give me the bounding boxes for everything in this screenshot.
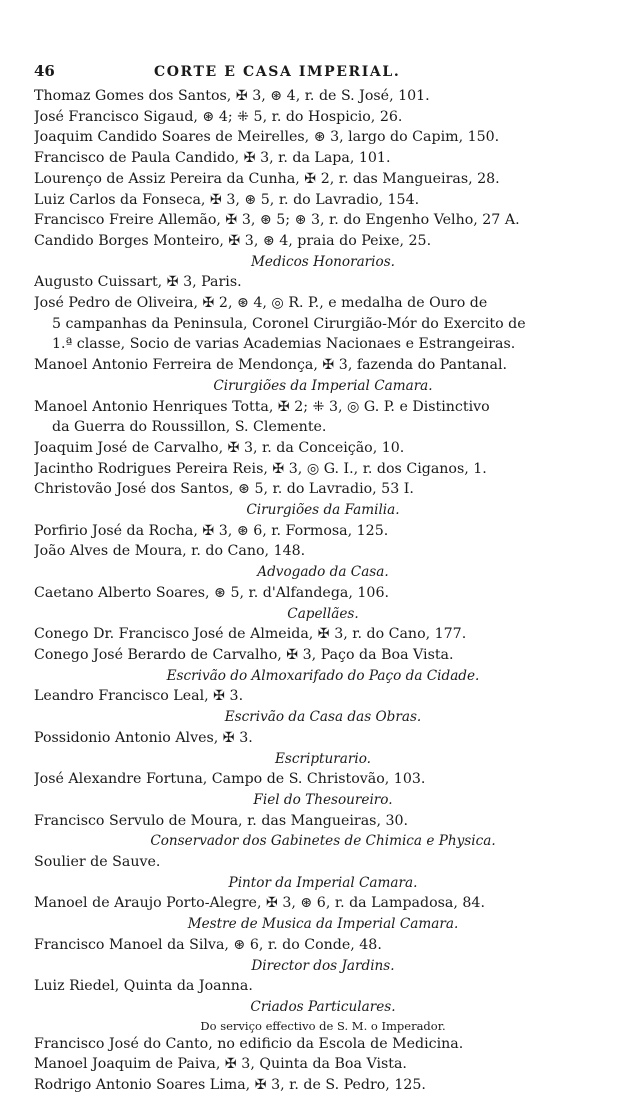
directory-entry: Porfirio José da Rocha, ✠ 3, ⊛ 6, r. Formosa, 125. xyxy=(34,522,389,539)
directory-listing xyxy=(34,86,612,1096)
directory-entry: Possidonio Antonio Alves, ✠ 3. xyxy=(34,729,253,746)
directory-entry: Luiz Riedel, Quinta da Joanna. xyxy=(34,978,253,995)
section-heading: Criados Particulares. xyxy=(250,998,396,1015)
directory-entry: Augusto Cuissart, ✠ 3, Paris. xyxy=(34,274,242,291)
section-heading: Medicos Honorarios. xyxy=(250,253,395,270)
section-heading: Conservador dos Gabinetes de Chimica e Physica. xyxy=(150,833,496,850)
directory-entry: Manoel de Araujo Porto-Alegre, ✠ 3, ⊛ 6, r. da Lampadosa, 84. xyxy=(34,895,485,912)
directory-entry: Soulier de Sauve. xyxy=(34,854,161,871)
running-head xyxy=(34,62,612,80)
directory-entry: Francisco Servulo de Moura, r. das Mangueiras, 30. xyxy=(34,812,409,829)
section-heading: Cirurgiões da Familia. xyxy=(246,502,400,519)
directory-entry: Rodrigo Antonio Soares Lima, ✠ 3, r. de S. Pedro, 125. xyxy=(34,1077,426,1094)
directory-entry: Francisco Freire Allemão, ✠ 3, ⊛ 5; ⊛ 3, r. do Engenho Velho, 27 A. xyxy=(34,212,520,229)
section-heading: Advogado da Casa. xyxy=(257,564,389,581)
section-heading: Fiel do Thesoureiro. xyxy=(253,791,393,808)
entry-continuation-line: 5 campanhas da Peninsula, Coronel Cirurgião-Mór do Exercito de xyxy=(52,315,526,332)
page-number: 46 xyxy=(34,62,55,80)
directory-entry: Manoel Joaquim de Paiva, ✠ 3, Quinta da Boa Vista. xyxy=(34,1056,407,1073)
directory-entry: José Francisco Sigaud, ⊛ 4; ⁜ 5, r. do Hospicio, 26. xyxy=(34,108,403,125)
directory-entry: Joaquim Candido Soares de Meirelles, ⊛ 3, largo do Capim, 150. xyxy=(34,129,500,146)
running-head-title: CORTE E CASA IMPERIAL. xyxy=(154,64,401,80)
directory-entry: Christovão José dos Santos, ⊛ 5, r. do Lavradio, 53 I. xyxy=(34,481,414,498)
entry-continuation-line: da Guerra do Roussillon, S. Clemente. xyxy=(52,419,327,436)
directory-entry: Thomaz Gomes dos Santos, ✠ 3, ⊛ 4, r. de S. José, 101. xyxy=(34,88,430,104)
directory-entry: Francisco de Paula Candido, ✠ 3, r. da Lapa, 101. xyxy=(34,150,391,167)
directory-entry: Conego José Berardo de Carvalho, ✠ 3, Paço da Boa Vista. xyxy=(34,646,454,663)
directory-entry: Leandro Francisco Leal, ✠ 3. xyxy=(34,688,244,705)
directory-entry: José Pedro de Oliveira, ✠ 2, ⊛ 4, ◎ R. P., e medalha de Ouro de xyxy=(34,295,488,312)
section-heading: Escrivão da Casa das Obras. xyxy=(224,709,422,726)
directory-entry: Luiz Carlos da Fonseca, ✠ 3, ⊛ 5, r. do Lavradio, 154. xyxy=(34,191,420,208)
directory-entry: Manoel Antonio Ferreira de Mendonça, ✠ 3, fazenda do Pantanal. xyxy=(34,357,508,374)
section-heading: Cirurgiões da Imperial Camara. xyxy=(213,377,433,394)
section-heading: Mestre de Musica da Imperial Camara. xyxy=(187,916,459,933)
directory-entry: Conego Dr. Francisco José de Almeida, ✠ 3, r. do Cano, 177. xyxy=(34,626,467,643)
directory-entry: Caetano Alberto Soares, ⊛ 5, r. d'Alfandega, 106. xyxy=(34,584,389,601)
directory-entry: Candido Borges Monteiro, ✠ 3, ⊛ 4, praia do Peixe, 25. xyxy=(34,232,432,249)
section-heading: Escrivão do Almoxarifado do Paço da Cidade. xyxy=(166,667,480,684)
directory-entry: Francisco Manoel da Silva, ⊛ 6, r. do Conde, 48. xyxy=(34,936,382,953)
section-subheading: Do serviço effectivo de S. M. o Imperador. xyxy=(200,1018,446,1033)
section-heading: Escripturario. xyxy=(275,750,371,767)
directory-entry: Francisco José do Canto, no edificio da Escola de Medicina. xyxy=(34,1035,464,1052)
section-heading: Capellães. xyxy=(287,605,359,622)
section-heading: Pintor da Imperial Camara. xyxy=(228,874,418,891)
directory-entry: Lourenço de Assiz Pereira da Cunha, ✠ 2, r. das Mangueiras, 28. xyxy=(34,170,500,187)
directory-entry: João Alves de Moura, r. do Cano, 148. xyxy=(34,543,306,560)
section-heading: Director dos Jardins. xyxy=(251,957,395,974)
directory-entry: Manoel Antonio Henriques Totta, ✠ 2; ⁜ 3, ◎ G. P. e Distinctivo xyxy=(34,398,490,415)
entry-continuation-line: 1.ª classe, Socio de varias Academias Nacionaes e Estrangeiras. xyxy=(52,336,516,353)
directory-entry: José Alexandre Fortuna, Campo de S. Christovão, 103. xyxy=(34,771,426,788)
directory-entry: Jacintho Rodrigues Pereira Reis, ✠ 3, ◎ G. I., r. dos Ciganos, 1. xyxy=(34,460,487,477)
directory-entry: Joaquim José de Carvalho, ✠ 3, r. da Conceição, 10. xyxy=(34,439,405,456)
